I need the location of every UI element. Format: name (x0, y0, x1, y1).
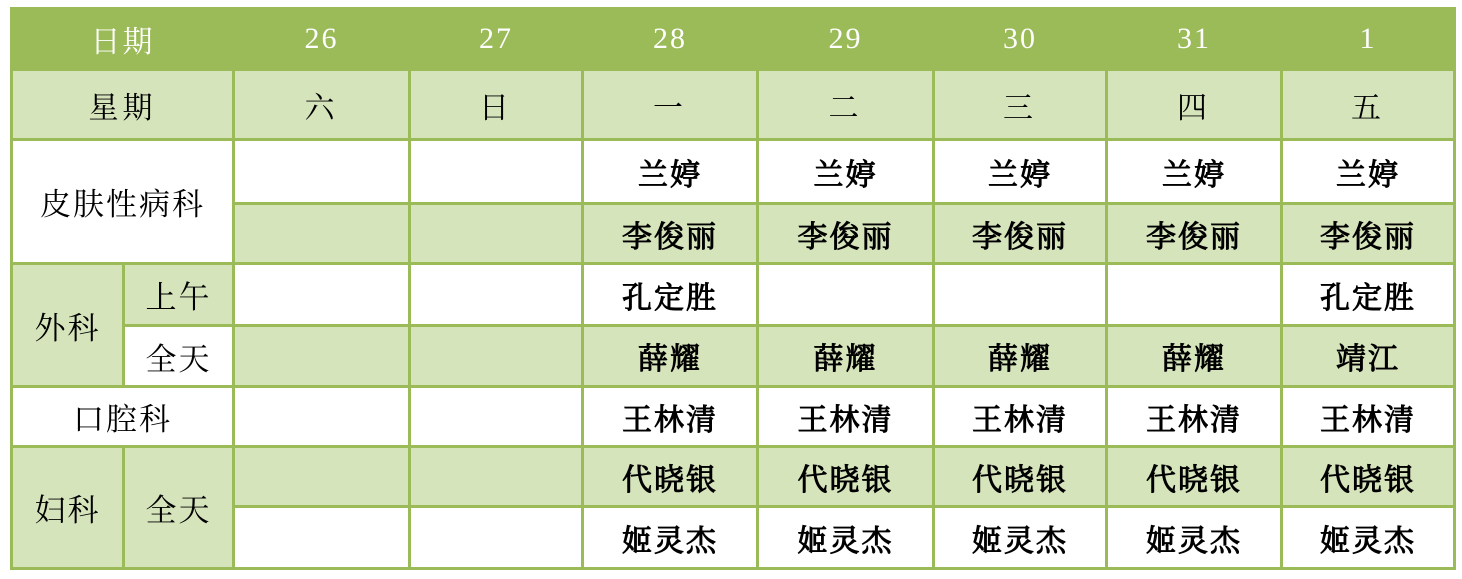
duty-cell: 兰婷 (758, 140, 934, 204)
duty-cell: 李俊丽 (583, 204, 758, 264)
duty-cell: 王林清 (1107, 387, 1282, 447)
date-cell: 1 (1282, 9, 1455, 70)
duty-cell: 姬灵杰 (934, 507, 1107, 569)
period-allday-cell: 全天 (124, 326, 234, 387)
duty-cell (234, 447, 410, 507)
duty-cell (410, 387, 583, 447)
duty-cell: 兰婷 (583, 140, 758, 204)
duty-cell (234, 507, 410, 569)
date-cell: 31 (1107, 9, 1282, 70)
date-cell: 30 (934, 9, 1107, 70)
weekday-cell: 日 (410, 70, 583, 140)
duty-cell: 姬灵杰 (1282, 507, 1455, 569)
duty-cell: 薛耀 (1107, 326, 1282, 387)
weekday-row-label: 星期 (12, 70, 234, 140)
weekday-cell: 五 (1282, 70, 1455, 140)
weekday-cell: 四 (1107, 70, 1282, 140)
duty-cell (1107, 264, 1282, 326)
dermatology-row-1 (12, 140, 1455, 204)
duty-cell: 李俊丽 (1282, 204, 1455, 264)
dept-gynecology-cell: 妇科 (12, 447, 124, 569)
gynecology-row-1 (12, 447, 1455, 507)
duty-cell: 李俊丽 (934, 204, 1107, 264)
duty-schedule-table (10, 7, 1456, 570)
dept-surgery-cell: 外科 (12, 264, 124, 387)
duty-cell: 姬灵杰 (1107, 507, 1282, 569)
period-allday-cell: 全天 (124, 447, 234, 569)
weekday-cell: 二 (758, 70, 934, 140)
duty-cell: 代晓银 (583, 447, 758, 507)
dept-dermatology-cell: 皮肤性病科 (12, 140, 234, 264)
duty-cell: 代晓银 (758, 447, 934, 507)
date-header-row (12, 9, 1455, 70)
weekday-header-row (12, 70, 1455, 140)
duty-cell (410, 507, 583, 569)
duty-cell: 靖江 (1282, 326, 1455, 387)
duty-cell: 王林清 (758, 387, 934, 447)
duty-cell: 王林清 (1282, 387, 1455, 447)
weekday-cell: 六 (234, 70, 410, 140)
duty-cell (410, 447, 583, 507)
duty-cell (234, 387, 410, 447)
date-cell: 28 (583, 9, 758, 70)
duty-cell: 兰婷 (1107, 140, 1282, 204)
duty-cell: 王林清 (934, 387, 1107, 447)
duty-cell (758, 264, 934, 326)
duty-cell: 王林清 (583, 387, 758, 447)
duty-cell: 李俊丽 (758, 204, 934, 264)
duty-cell: 李俊丽 (1107, 204, 1282, 264)
duty-cell: 薛耀 (758, 326, 934, 387)
duty-cell (410, 326, 583, 387)
surgery-allday-row (12, 326, 1455, 387)
date-row-label: 日期 (12, 9, 234, 70)
duty-cell: 代晓银 (934, 447, 1107, 507)
duty-cell: 兰婷 (934, 140, 1107, 204)
duty-cell: 薛耀 (583, 326, 758, 387)
duty-cell (234, 204, 410, 264)
duty-cell: 孔定胜 (1282, 264, 1455, 326)
dental-row (12, 387, 1455, 447)
duty-cell (234, 326, 410, 387)
duty-cell: 姬灵杰 (583, 507, 758, 569)
date-cell: 29 (758, 9, 934, 70)
duty-cell (934, 264, 1107, 326)
date-cell: 26 (234, 9, 410, 70)
duty-cell: 兰婷 (1282, 140, 1455, 204)
duty-cell (410, 264, 583, 326)
duty-cell (234, 140, 410, 204)
weekday-cell: 三 (934, 70, 1107, 140)
duty-cell (410, 204, 583, 264)
duty-cell (410, 140, 583, 204)
weekday-cell: 一 (583, 70, 758, 140)
dept-dental-cell: 口腔科 (12, 387, 234, 447)
duty-cell: 代晓银 (1107, 447, 1282, 507)
surgery-morning-row (12, 264, 1455, 326)
period-morning-cell: 上午 (124, 264, 234, 326)
duty-cell: 姬灵杰 (758, 507, 934, 569)
duty-cell: 代晓银 (1282, 447, 1455, 507)
duty-cell: 薛耀 (934, 326, 1107, 387)
date-cell: 27 (410, 9, 583, 70)
duty-cell (234, 264, 410, 326)
duty-cell: 孔定胜 (583, 264, 758, 326)
